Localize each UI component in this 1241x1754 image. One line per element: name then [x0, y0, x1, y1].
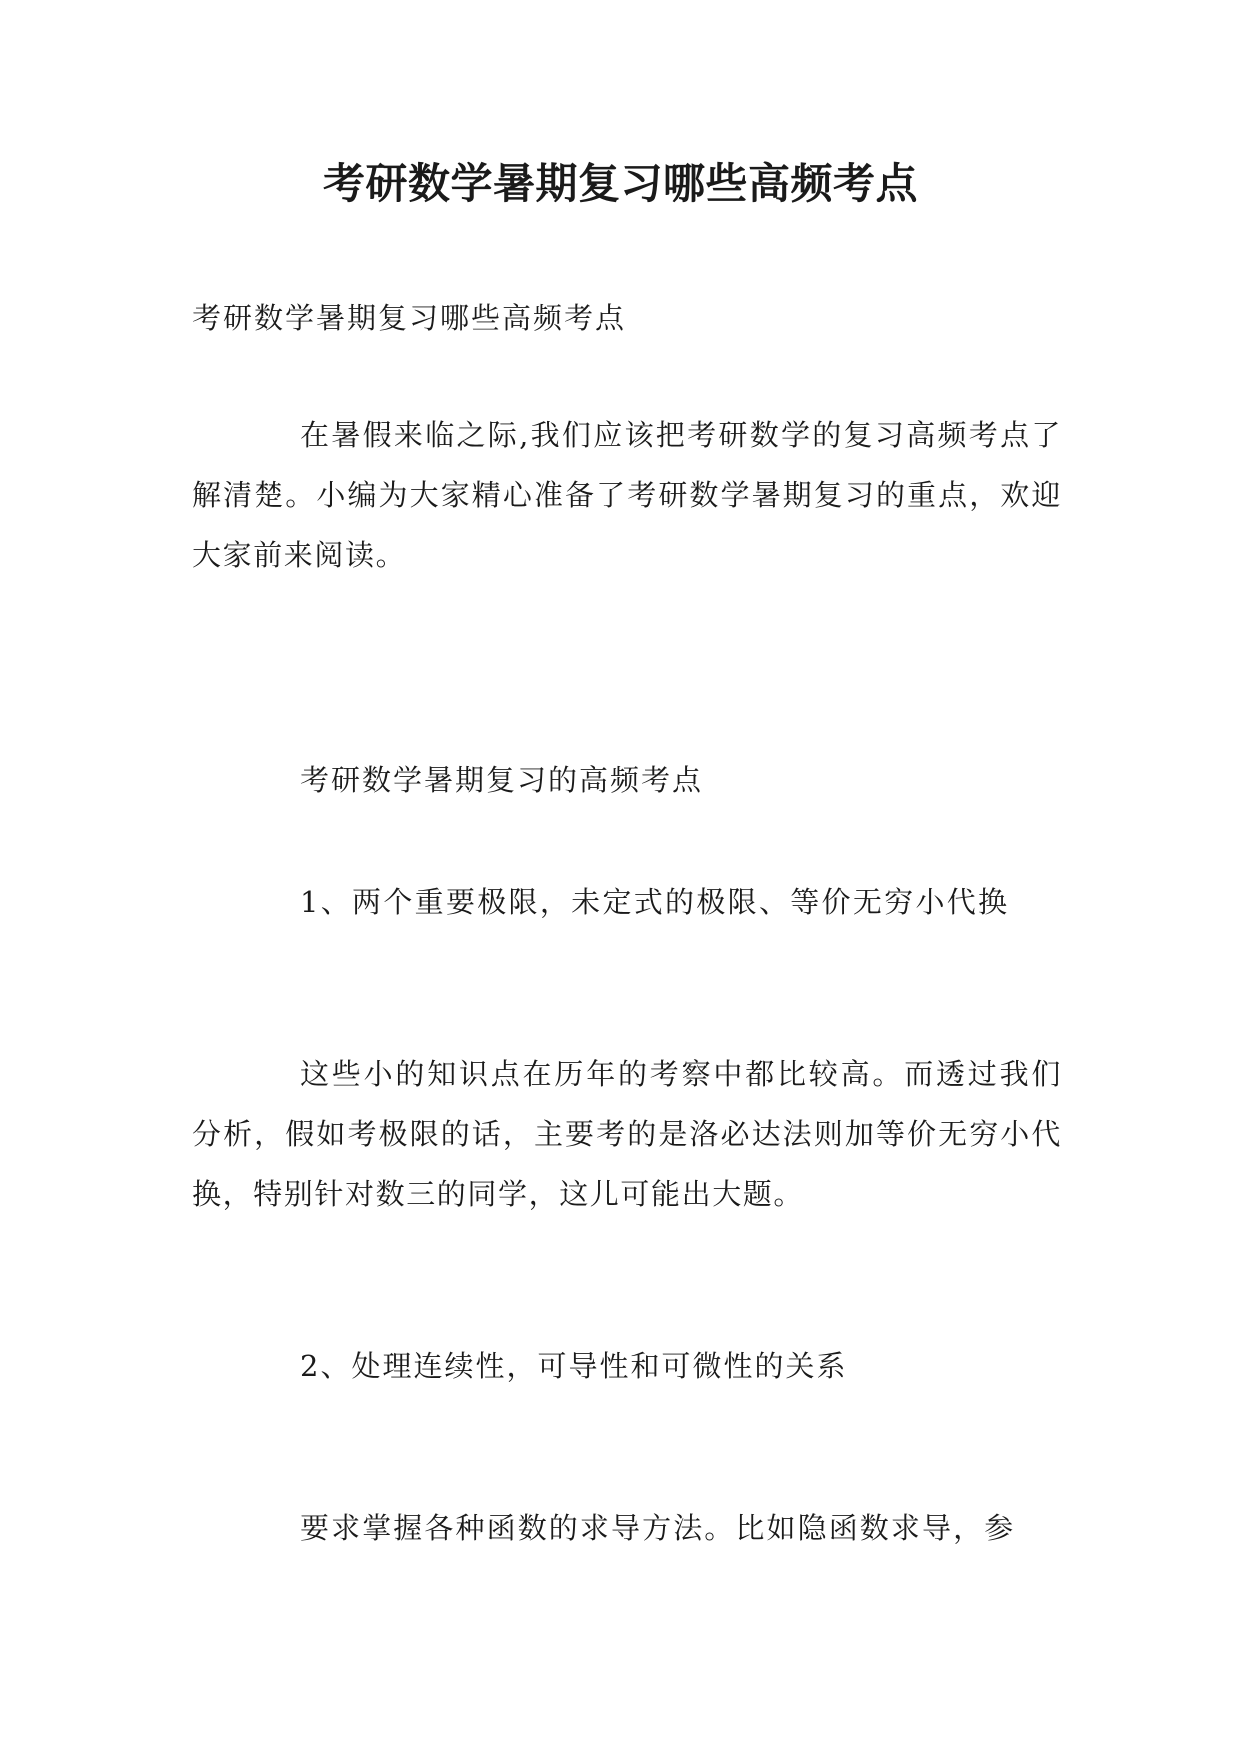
intro-paragraph: 在暑假来临之际,我们应该把考研数学的复习高频考点了解清楚。小编为大家精心准备了考研数学暑期复习的重点，欢迎大家前来阅读。 — [192, 418, 1062, 572]
document-subtitle: 考研数学暑期复习哪些高频考点 — [192, 301, 627, 335]
point-1-paragraph: 这些小的知识点在历年的考察中都比较高。而透过我们分析，假如考极限的话，主要考的是洛必达法则加等价无穷小代换，特别针对数三的同学，这儿可能出大题。 — [192, 1057, 1062, 1211]
point-2-paragraph-start: 要求掌握各种函数的求导方法。比如隐函数求导，参 — [300, 1511, 1016, 1545]
point-2-heading: 2、处理连续性，可导性和可微性的关系 — [300, 1349, 848, 1383]
section-heading: 考研数学暑期复习的高频考点 — [300, 763, 704, 797]
point-1-heading: 1、两个重要极限，未定式的极限、等价无穷小代换 — [300, 885, 1010, 919]
document-title: 考研数学暑期复习哪些高频考点 — [322, 159, 918, 208]
